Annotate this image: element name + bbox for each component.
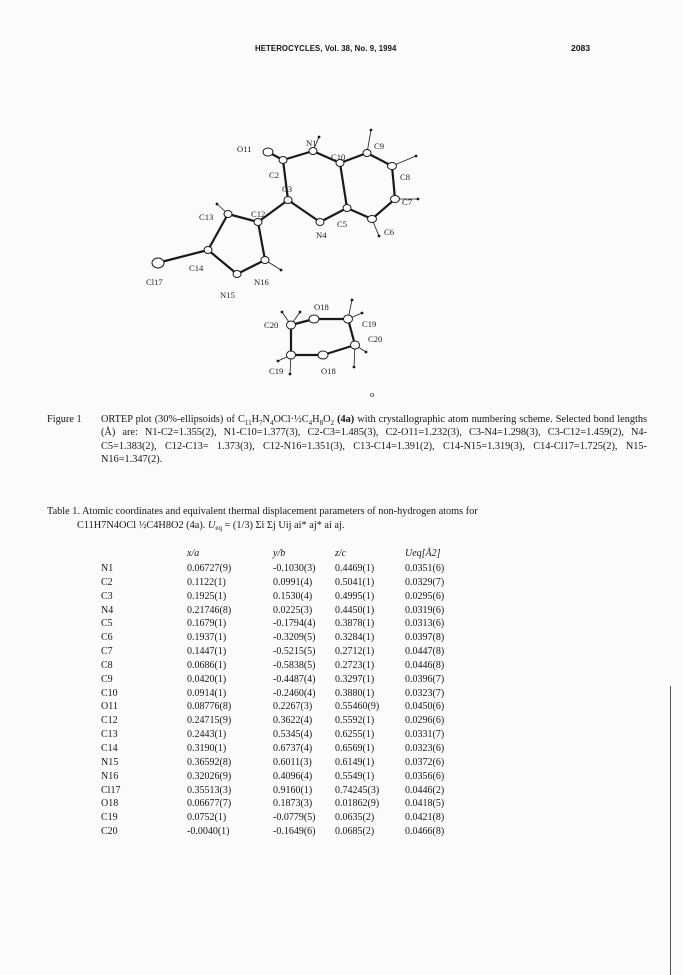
value-cell: 0.5345(4) bbox=[273, 729, 313, 741]
atom-label: C19 bbox=[269, 366, 284, 376]
value-cell: 0.1530(4) bbox=[273, 590, 313, 602]
value-cell: 0.0466(8) bbox=[405, 826, 445, 838]
atom-label: N4 bbox=[316, 230, 327, 240]
table-row bbox=[101, 784, 475, 798]
table-row bbox=[101, 756, 475, 770]
atom-name-cell: C7 bbox=[101, 646, 113, 658]
value-cell: 0.0686(1) bbox=[187, 659, 227, 671]
value-cell: 0.6255(1) bbox=[335, 729, 375, 741]
atom-label: C6 bbox=[384, 227, 395, 237]
atom-name-cell: C10 bbox=[101, 687, 118, 699]
bond-c2-n1 bbox=[283, 151, 313, 160]
table-row bbox=[101, 770, 475, 784]
atom-label: C2 bbox=[269, 170, 280, 180]
value-cell: 0.3297(1) bbox=[335, 673, 375, 685]
atom-label: C13 bbox=[199, 212, 214, 222]
value-cell: 0.2712(1) bbox=[335, 646, 375, 658]
value-cell: 0.0991(4) bbox=[273, 576, 313, 588]
value-cell: 0.1873(3) bbox=[273, 798, 313, 810]
atom-name-cell: C6 bbox=[101, 632, 113, 644]
value-cell: 0.0356(6) bbox=[405, 770, 445, 782]
figure-label: Figure 1 bbox=[47, 414, 82, 425]
table-row bbox=[101, 576, 475, 590]
value-cell: -0.5215(5) bbox=[273, 646, 316, 658]
value-cell: 0.0450(6) bbox=[405, 701, 445, 713]
value-cell: 0.6569(1) bbox=[335, 742, 375, 754]
table-row bbox=[101, 797, 475, 811]
atom-label: C20 bbox=[264, 320, 279, 330]
table-row bbox=[101, 687, 475, 701]
value-cell: -0.1649(6) bbox=[273, 826, 316, 838]
value-cell: 0.74245(3) bbox=[335, 784, 380, 796]
value-cell: 0.0418(5) bbox=[405, 798, 445, 810]
atom-name-cell: C13 bbox=[101, 729, 118, 741]
value-cell: -0.2460(4) bbox=[273, 687, 316, 699]
atom-label: C20 bbox=[368, 334, 383, 344]
value-cell: 0.35513(3) bbox=[187, 784, 232, 796]
value-cell: 0.0447(8) bbox=[405, 646, 445, 658]
atom-name-cell: C20 bbox=[101, 826, 118, 838]
table-row bbox=[101, 659, 475, 673]
table-header-row: x/a y/b z/c Ueq[Å2] bbox=[187, 548, 441, 559]
value-cell: -0.4487(4) bbox=[273, 673, 316, 685]
atom-name-cell: C14 bbox=[101, 742, 118, 754]
value-cell: 0.3284(1) bbox=[335, 632, 375, 644]
value-cell: 0.55460(9) bbox=[335, 701, 380, 713]
value-cell: 0.0329(7) bbox=[405, 576, 445, 588]
caption-bond-lengths: with crystallographic atom numbering scheme. Selected bond lengths (Å) are: N1-C2=1.355(2), N1-C10=1.377(3), C2-C3=1.485(3), C2-O11=1.232(3), C3-N4=1.298(3), C3-C12=1.459(2), N4-C5=1.383(2), C12-C13= 1.373(3), C12-N16=1.351(3), C13-C14=1.391(2), C14-N15=1.319(3), C14-Cl17=1.725(2), N15-N16=1.347(2). bbox=[101, 414, 648, 466]
atom-name-cell: C8 bbox=[101, 659, 113, 671]
figure-caption: Figure 1 ORTEP plot (30%-ellipsoids) of $C_{11}H_7N_4OCl\cdot\frac{1}{2}C_4H_8O_2$ (4a) with crystallographic atom numbering scheme. Selected bond lengths (Å) are: N1-C2=1.355(2), N1-C10=1.377(3), C2-C3=1.485(3), C2-O11=1.232(3), C3-N4=1.298(3), C3-C12=1.459(2), N4-C5=1.383(2), C12-C13= 1.373(3), C12-N16=1.351(3), C13-C14=1.391(2), C14-N15=1.319(3), C14-Cl17=1.725(2), N15-N16=1.347(2). bbox=[47, 414, 648, 466]
value-cell: 0.01862(9) bbox=[335, 798, 380, 810]
value-cell: 0.2443(1) bbox=[187, 729, 227, 741]
table-formula: C11H7N4OCl ½C4H8O2 (4a). bbox=[77, 520, 206, 531]
value-cell: 0.3622(4) bbox=[273, 715, 313, 727]
bond-n15-n16 bbox=[237, 260, 265, 274]
bond-c8-c7 bbox=[392, 166, 395, 199]
ortep-figure bbox=[0, 0, 683, 400]
atom-label: N16 bbox=[254, 277, 269, 287]
table-caption: Table 1. Atomic coordinates and equivalent thermal displacement parameters of non-hydrogen atoms for C11H7N4OCl ½C4H8O2 (4a). Ueq = (1/3) Σi Σj Uij ai* aj* ai aj. bbox=[47, 506, 478, 532]
value-cell: 0.4096(4) bbox=[273, 770, 313, 782]
table-row bbox=[101, 604, 475, 618]
atom-label: C12 bbox=[251, 209, 266, 219]
value-cell: 0.0685(2) bbox=[335, 826, 375, 838]
journal-citation: HETEROCYCLES, Vol. 38, No. 9, 1994 bbox=[255, 44, 397, 53]
atom-label: C7 bbox=[402, 197, 413, 207]
value-cell: 0.36592(8) bbox=[187, 756, 232, 768]
atomic-coordinates-table bbox=[101, 546, 475, 839]
small-mark: o bbox=[370, 389, 375, 399]
value-cell: -0.3209(5) bbox=[273, 632, 316, 644]
table-row bbox=[101, 631, 475, 645]
value-cell: 0.24715(9) bbox=[187, 715, 232, 727]
value-cell: 0.1925(1) bbox=[187, 590, 227, 602]
atom-name-cell: O18 bbox=[101, 798, 119, 810]
value-cell: 0.0225(3) bbox=[273, 604, 313, 616]
table-row bbox=[101, 645, 475, 659]
table-row bbox=[101, 617, 475, 631]
bond-c14-n15 bbox=[208, 250, 237, 274]
value-cell: 0.06727(9) bbox=[187, 563, 232, 574]
bond-c14-cl17 bbox=[161, 250, 208, 262]
atom-name-cell: C5 bbox=[101, 618, 113, 630]
value-cell: 0.1122(1) bbox=[187, 576, 226, 588]
bond-c5-c10 bbox=[340, 163, 347, 208]
value-cell: -0.1030(3) bbox=[273, 563, 316, 574]
atom-label: C10 bbox=[331, 152, 346, 162]
value-cell: 0.32026(9) bbox=[187, 770, 232, 782]
value-cell: 0.5592(1) bbox=[335, 715, 375, 727]
bond-c3-c2 bbox=[283, 160, 288, 200]
value-cell: 0.9160(1) bbox=[273, 784, 313, 796]
value-cell: 0.0914(1) bbox=[187, 687, 227, 699]
atom-label: C8 bbox=[400, 172, 411, 182]
value-cell: 0.0446(8) bbox=[405, 659, 445, 671]
value-cell: 0.6149(1) bbox=[335, 756, 375, 768]
atom-name-cell: C12 bbox=[101, 715, 118, 727]
value-cell: 0.5041(1) bbox=[335, 576, 375, 588]
atom-label: C14 bbox=[189, 263, 204, 273]
atom-name-cell: N15 bbox=[101, 756, 119, 768]
margin-rule bbox=[670, 686, 671, 975]
value-cell: 0.08776(8) bbox=[187, 701, 232, 713]
value-cell: 0.0446(2) bbox=[405, 784, 445, 796]
atom-name-cell: C19 bbox=[101, 812, 118, 824]
value-cell: 0.0351(6) bbox=[405, 563, 445, 574]
atom-name-cell: N16 bbox=[101, 770, 119, 782]
atom-label: O18 bbox=[314, 302, 329, 312]
value-cell: 0.0421(8) bbox=[405, 812, 445, 824]
atom-name-cell: C3 bbox=[101, 590, 113, 602]
table-row bbox=[101, 673, 475, 687]
value-cell: 0.0323(7) bbox=[405, 687, 445, 699]
value-cell: 0.2267(3) bbox=[273, 701, 313, 713]
table-row bbox=[101, 728, 475, 742]
value-cell: 0.0396(7) bbox=[405, 673, 445, 685]
value-cell: 0.4450(1) bbox=[335, 604, 375, 616]
bond-n4-c3 bbox=[288, 200, 320, 222]
value-cell: 0.3878(1) bbox=[335, 618, 375, 630]
value-cell: -0.0040(1) bbox=[187, 826, 230, 838]
table-row bbox=[101, 700, 475, 714]
bond-n16-c12 bbox=[258, 222, 265, 260]
value-cell: 0.3880(1) bbox=[335, 687, 375, 699]
value-cell: 0.0313(6) bbox=[405, 618, 445, 630]
bond-c7-c6 bbox=[372, 199, 395, 219]
value-cell: 0.0420(1) bbox=[187, 673, 227, 685]
value-cell: 0.0331(7) bbox=[405, 729, 445, 741]
value-cell: 0.4995(1) bbox=[335, 590, 375, 602]
atom-name-cell: C2 bbox=[101, 576, 113, 588]
value-cell: 0.0323(6) bbox=[405, 742, 445, 754]
table-row bbox=[101, 590, 475, 604]
value-cell: 0.0752(1) bbox=[187, 812, 227, 824]
table-row bbox=[101, 825, 475, 839]
table-row bbox=[101, 742, 475, 756]
atom-label: C19 bbox=[362, 319, 377, 329]
value-cell: 0.0319(6) bbox=[405, 604, 445, 616]
value-cell: 0.0372(6) bbox=[405, 756, 445, 768]
atom-label: C3 bbox=[282, 184, 293, 194]
atom-name-cell: N4 bbox=[101, 604, 114, 616]
page-number: 2083 bbox=[571, 43, 591, 53]
value-cell: 0.2723(1) bbox=[335, 659, 375, 671]
atom-label: N1 bbox=[306, 138, 317, 148]
atom-label: C9 bbox=[374, 141, 385, 151]
atom-name-cell: C9 bbox=[101, 673, 113, 685]
value-cell: 0.5549(1) bbox=[335, 770, 375, 782]
value-cell: 0.06677(7) bbox=[187, 798, 232, 810]
value-cell: 0.4469(1) bbox=[335, 563, 375, 574]
value-cell: -0.0779(5) bbox=[273, 812, 316, 824]
value-cell: 0.6737(4) bbox=[273, 742, 313, 754]
value-cell: 0.1447(1) bbox=[187, 646, 227, 658]
value-cell: 0.0397(8) bbox=[405, 632, 445, 644]
atom-name-cell: Cl17 bbox=[101, 784, 121, 796]
value-cell: 0.6011(3) bbox=[273, 756, 312, 768]
atom-name-cell: O11 bbox=[101, 701, 118, 713]
value-cell: -0.1794(4) bbox=[273, 618, 316, 630]
atom-name-cell: N1 bbox=[101, 563, 114, 574]
atom-label: O18 bbox=[321, 366, 336, 376]
table-row bbox=[101, 562, 475, 576]
table-row bbox=[101, 811, 475, 825]
value-cell: -0.5838(5) bbox=[273, 659, 316, 671]
atom-label: Cl17 bbox=[146, 277, 163, 287]
value-cell: 0.21746(8) bbox=[187, 604, 232, 616]
table-row bbox=[101, 714, 475, 728]
value-cell: 0.1679(1) bbox=[187, 618, 227, 630]
value-cell: 0.1937(1) bbox=[187, 632, 227, 644]
atom-label: C5 bbox=[337, 219, 348, 229]
atom-label: O11 bbox=[237, 144, 252, 154]
value-cell: 0.3190(1) bbox=[187, 742, 227, 754]
value-cell: 0.0295(6) bbox=[405, 590, 445, 602]
value-cell: 0.0296(6) bbox=[405, 715, 445, 727]
value-cell: 0.0635(2) bbox=[335, 812, 375, 824]
ueq-definition: = (1/3) Σi Σj Uij ai* aj* ai aj. bbox=[224, 520, 345, 531]
atom-label: N15 bbox=[220, 290, 235, 300]
